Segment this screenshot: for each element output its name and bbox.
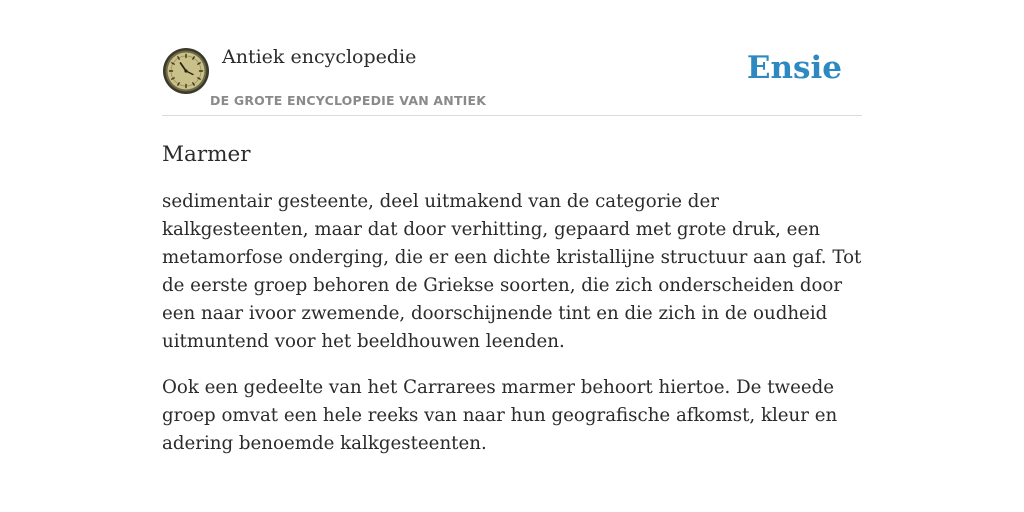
ensie-logo[interactable]: Ensie: [746, 50, 842, 86]
site-subtitle: DE GROTE ENCYCLOPEDIE VAN ANTIEK: [210, 93, 487, 108]
definition-paragraph: Ook een gedeelte van het Carrarees marmer behoort hiertoe. De tweede groep omvat een hele reeks van naar hun geografische afkomst, kleur en adering benoemde kalkgesteenten.: [162, 377, 838, 454]
site-title[interactable]: Antiek encyclopedie: [222, 46, 417, 68]
site-header: [162, 40, 862, 116]
clock-icon[interactable]: [162, 47, 210, 95]
definition-paragraph: sedimentair gesteente, deel uitmakend van de categorie der kalkgesteenten, maar dat door verhitting, gepaard met grote druk, een metamorfose onderging, die er een dichte kristallijne structuur aan gaf. Tot de eerste groep behoren de Griekse soorten, die zich onderscheiden door een naar ivoor zwemende, doorschijnende tint en die zich in de oudheid uitmuntend voor het beeldhouwen leenden.: [162, 191, 862, 352]
page-title: Marmer: [162, 142, 251, 167]
entry-card: [162, 40, 862, 458]
clock-icon-graphic: [162, 47, 210, 95]
